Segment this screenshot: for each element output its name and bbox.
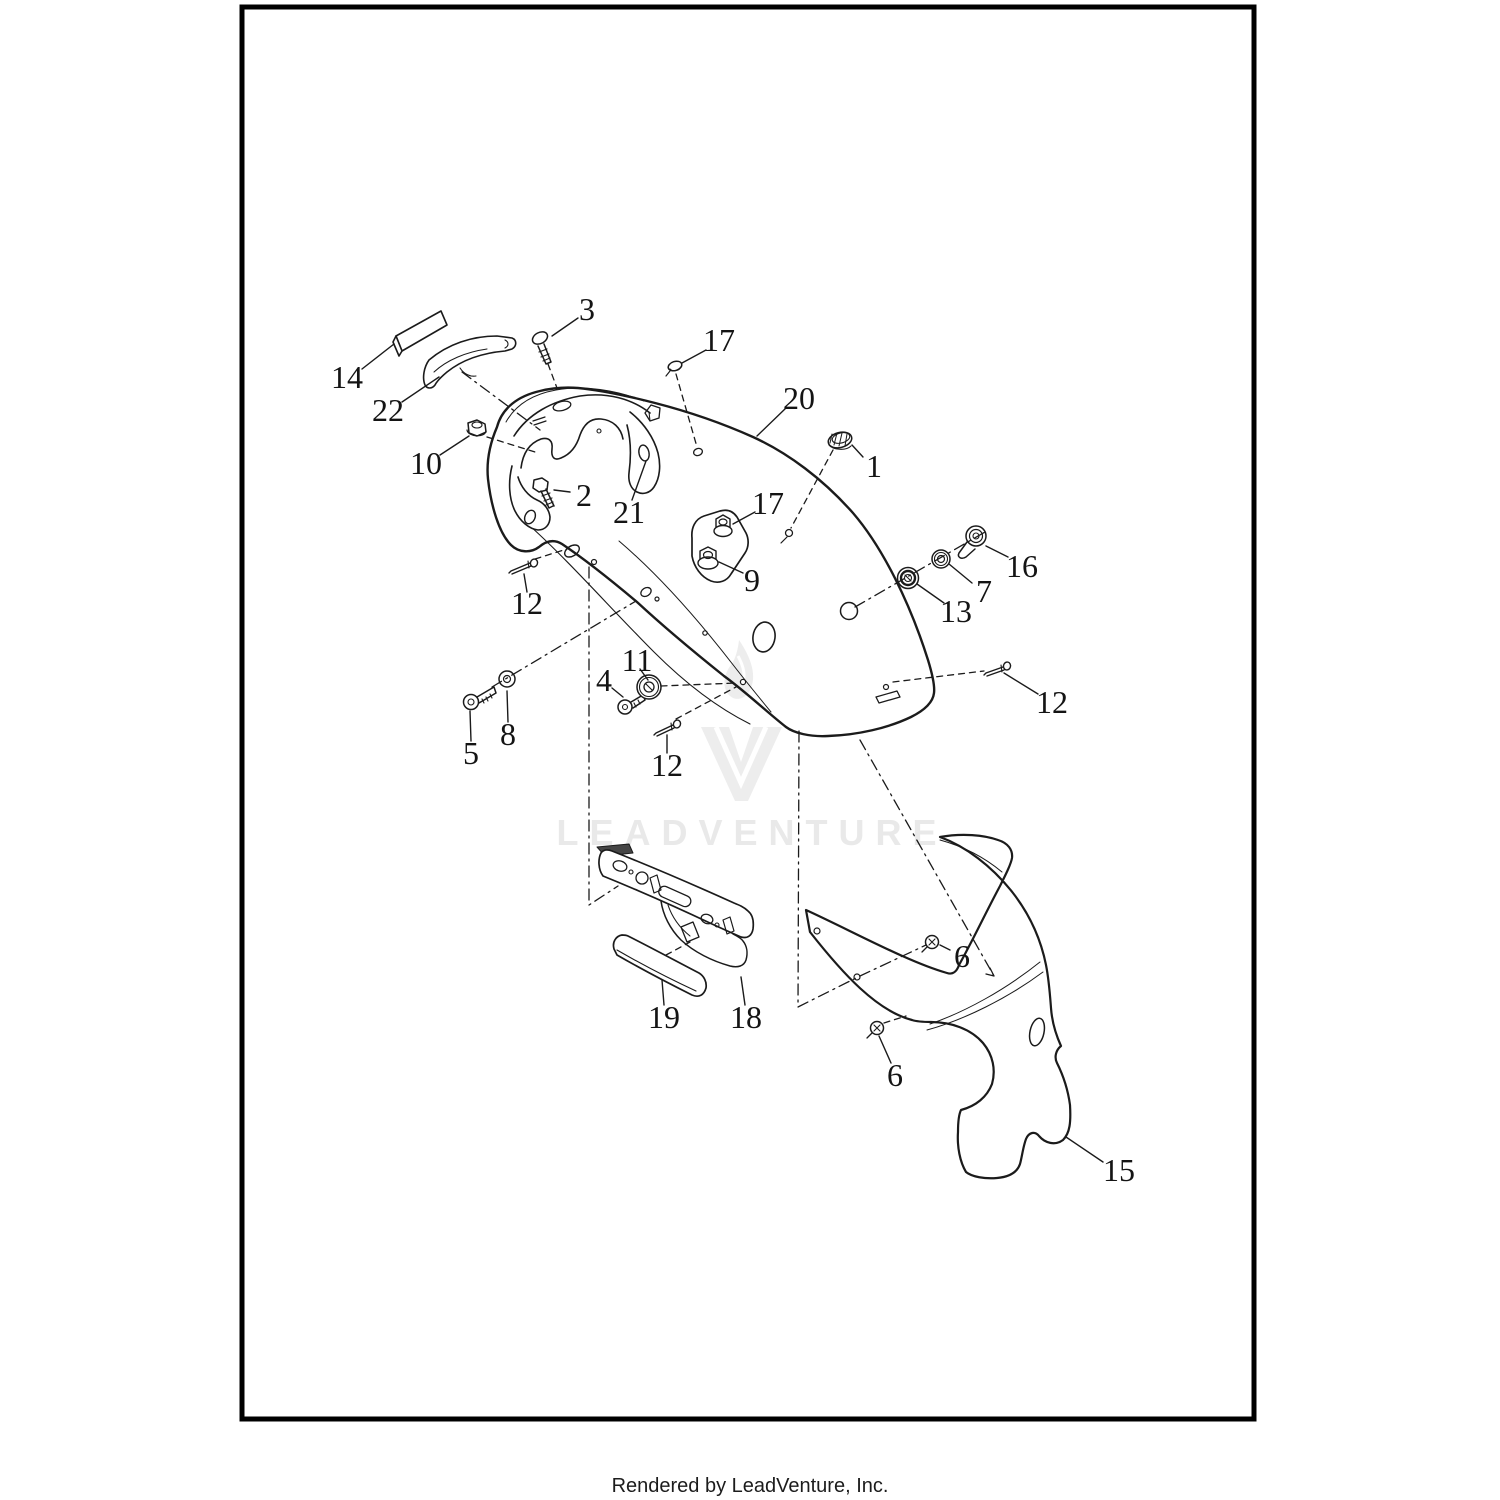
callout-13: 13 — [940, 593, 972, 629]
callout-8: 8 — [500, 716, 516, 752]
washer-7-part — [932, 550, 950, 568]
callout-16: 16 — [1006, 548, 1038, 584]
footer-credit-text: Rendered by LeadVenture, Inc. — [611, 1475, 889, 1497]
grommet-13-part — [898, 568, 919, 589]
washer-8-part — [499, 671, 515, 687]
hex-nut-10-part — [467, 420, 486, 436]
callout-12-left: 12 — [511, 585, 543, 621]
callout-22: 22 — [372, 392, 404, 428]
callout-2: 2 — [576, 477, 592, 513]
callout-18: 18 — [730, 999, 762, 1035]
callout-12-center: 12 — [651, 747, 683, 783]
callout-17-mid: 17 — [752, 485, 784, 521]
callout-3: 3 — [579, 291, 595, 327]
callout-21: 21 — [613, 494, 645, 530]
callout-15: 15 — [1103, 1152, 1135, 1188]
callout-6-upper: 6 — [954, 938, 970, 974]
callout-14: 14 — [331, 359, 363, 395]
callout-7: 7 — [976, 573, 992, 609]
grommet-11-part — [637, 675, 661, 699]
callout-10: 10 — [410, 445, 442, 481]
callout-11: 11 — [621, 642, 653, 678]
callout-19: 19 — [648, 999, 680, 1035]
callout-17-top: 17 — [703, 322, 735, 358]
page-border — [242, 7, 1254, 1419]
callout-9: 9 — [744, 562, 760, 598]
callout-6-lower: 6 — [887, 1057, 903, 1093]
watermark-text: LEADVENTURE — [556, 812, 948, 853]
callout-12-right: 12 — [1036, 684, 1068, 720]
callout-20: 20 — [783, 380, 815, 416]
callout-1: 1 — [866, 448, 882, 484]
callout-5: 5 — [463, 735, 479, 771]
callout-4: 4 — [596, 662, 612, 698]
